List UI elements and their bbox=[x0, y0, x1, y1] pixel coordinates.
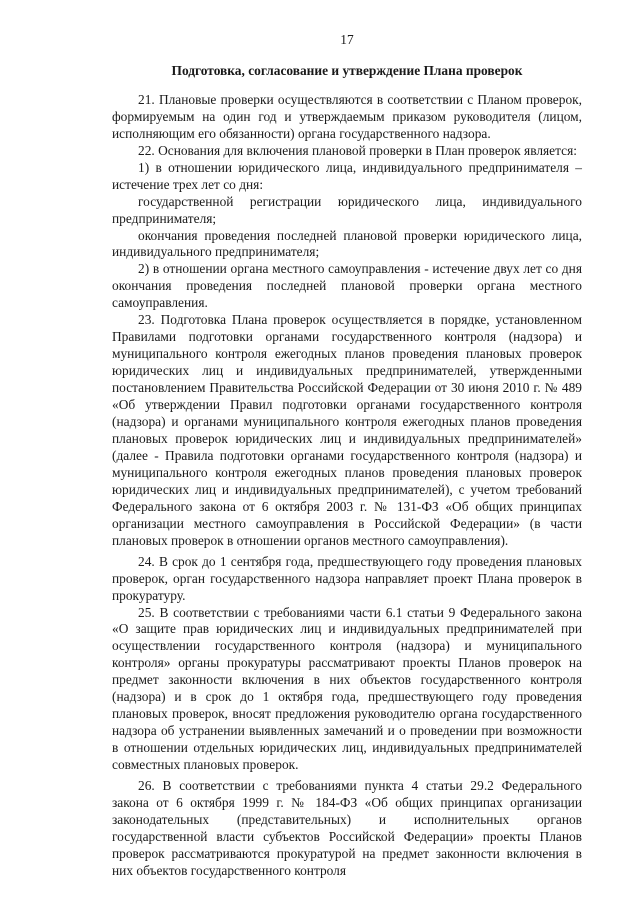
paragraph-22: 22. Основания для включения плановой проверки в План проверок является: bbox=[138, 142, 577, 158]
paragraph-22-item-1: 1) в отношении юридического лица, индивидуального предпринимателя – истечение трех лет со дня: bbox=[112, 159, 582, 192]
paragraph-24: 24. В срок до 1 сентября года, предшествующего году проведения плановых проверок, орган государственного надзора направляет проект Плана проверок в прокуратуру. bbox=[112, 553, 582, 603]
section-title: Подготовка, согласование и утверждение Плана проверок bbox=[171, 62, 523, 78]
page-number: 17 bbox=[340, 32, 354, 47]
paragraph-22-item-1-a: государственной регистрации юридического лица, индивидуального предпринимателя; bbox=[112, 193, 582, 226]
paragraph-22-item-2: 2) в отношении органа местного самоуправления - истечение двух лет со дня окончания проведения последней плановой проверки органа местного самоуправления. bbox=[112, 261, 582, 311]
paragraph-22-item-1-b: окончания проведения последней плановой проверки юридического лица, индивидуального предпринимателя; bbox=[112, 227, 582, 260]
paragraph-21: 21. Плановые проверки осуществляются в соответствии с Планом проверок, формируемым на один год и утверждаемым приказом руководителя (лицом, исполняющим его обязанности) органа государственного надзора. bbox=[112, 91, 582, 141]
paragraph-25: 25. В соответствии с требованиями части 6.1 статьи 9 Федерального закона «О защите прав юридических лиц и индивидуальных предпринимателей при осуществлении государственного контроля (надзора) и муниципального контроля» органы прокуратуры рассматривают проекты Планов проверок на предмет законности включения в них объектов государственного контроля (надзора) и в срок до 1 октября года, предшествующего году проведения плановых проверок, вносят предложения руководителю органа государственного надзора об устранении выявленных замечаний и о проведении при возможности в отношении отдельных юридических лиц, индивидуальных предпринимателей совместных плановых проверок. bbox=[112, 604, 582, 773]
paragraph-23: 23. Подготовка Плана проверок осуществляется в порядке, установленном Правилами подготовки органами государственного контроля (надзора) и муниципального контроля ежегодных планов проведения плановых проверок юридических лиц и индивидуальных предпринимателей, утвержденными постановлением Правительства Российской Федерации от 30 июня 2010 г. № 489 «Об утверждении Правил подготовки органами государственного контроля (надзора) и органами муниципального контроля ежегодных планов проведения плановых проверок юридических лиц и индивидуальных предпринимателей» (далее - Правила подготовки органами государственного контроля (надзора) и муниципального контроля ежегодных планов проведения плановых проверок юридических лиц и индивидуальных предпринимателей), с учетом требований Федерального закона от 6 октября 2003 г. № 131-ФЗ «Об общих принципах организации местного самоуправления в Российской Федерации» (в части плановых проверок в отношении органов местного самоуправления). bbox=[112, 312, 582, 548]
paragraph-26: 26. В соответствии с требованиями пункта 4 статьи 29.2 Федерального закона от 6 октября 1999 г. № 184-ФЗ «Об общих принципах организации законодательных (представительных) и исполнительных органов государственной власти субъектов Российской Федерации» проекты Планов проверок рассматриваются прокуратурой на предмет законности включения в них объектов государственного контроля bbox=[112, 778, 582, 878]
